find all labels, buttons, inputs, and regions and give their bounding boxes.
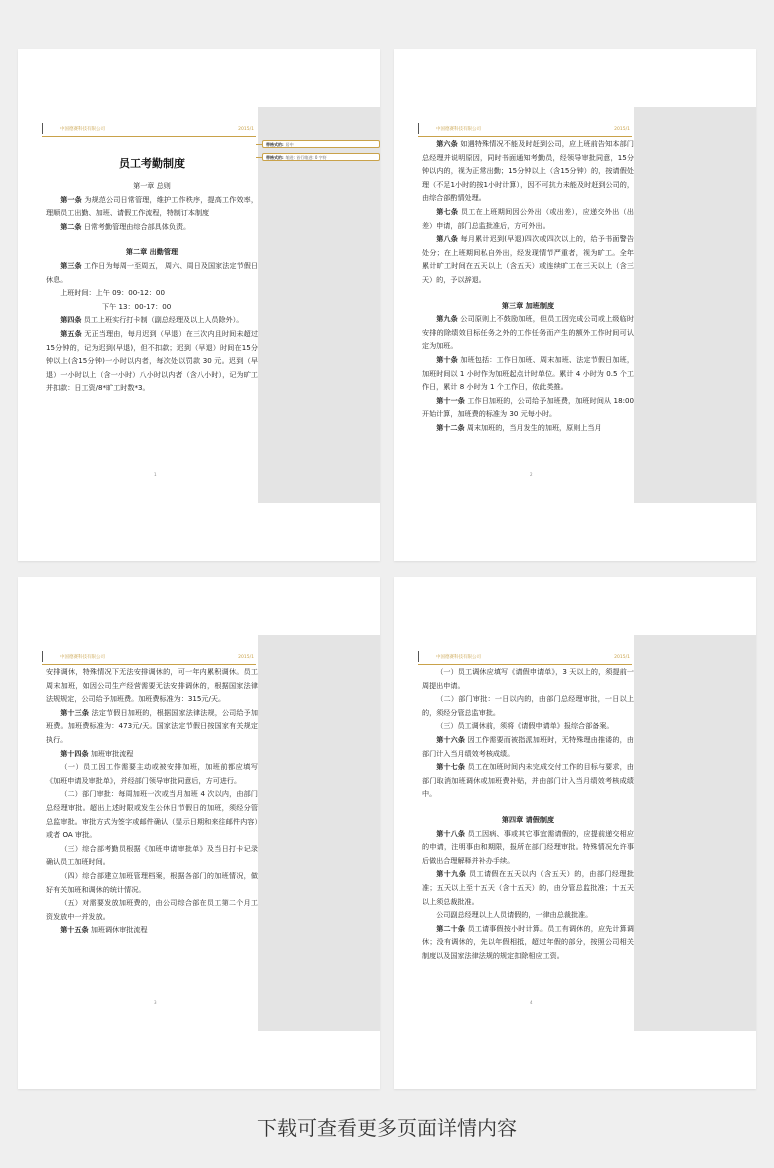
list-item: （四）综合部建立加班管理档案，根据各部门的加班情况，做好有关加班和调休的统计情况。 <box>46 870 258 894</box>
article-paragraph <box>46 923 258 937</box>
article-paragraph <box>422 421 634 435</box>
article-label: 第八条 <box>436 234 459 244</box>
article-text: 员工在加班时间内未完成交付工作的目标与要求，由部门取消加班调休或加班费补贴，并由部门计入当月绩效考核成绩中。 <box>422 762 635 799</box>
comment-margin <box>258 107 380 503</box>
document-page-1 <box>18 49 380 561</box>
article-text: 员工上班实行打卡制（副总经理及以上人员除外）。 <box>81 315 244 325</box>
document-title: 员工考勤制度 <box>119 157 185 170</box>
article-paragraph <box>422 733 634 760</box>
article-text: 加班调休审批流程 <box>88 925 148 935</box>
article-paragraph <box>422 137 634 205</box>
article-label: 第二十条 <box>436 923 466 933</box>
format-comment-2[interactable] <box>262 153 380 161</box>
article-paragraph <box>46 706 258 747</box>
comment-margin <box>634 107 756 503</box>
list-item: （三）员工调休前，须将《请假申请单》报综合部备案。 <box>436 721 614 731</box>
chapter-heading: 第四章 请假制度 <box>501 814 555 824</box>
page-body <box>46 145 258 395</box>
article-text: 公司原则上不鼓励加班，但员工因完成公司或上级临时安排的除绩效目标任务之外的工作任务而产生的额外工作时间可认定为加班。 <box>422 314 634 351</box>
article-label: 第六条 <box>436 139 458 148</box>
article-label: 第十五条 <box>60 925 89 935</box>
article-text: 如遇特殊情况不能及时赶到公司，应上班前告知本部门总经理并说明原因，同时书面通知考勤员，经领导审批同意，15分钟以内的，视为正常出勤；15分钟以上（含15分钟）的，按请假处理（不足1小时的按1小时计算），因不可抗力未能及时赶到公司的，由综合部酌情处理。 <box>422 139 634 203</box>
article-paragraph <box>46 259 258 286</box>
list-item: （三）综合部考勤员根据《加班申请审批单》及当日打卡记录确认员工加班时间。 <box>46 843 258 867</box>
header-date: 2015/1 <box>238 127 254 132</box>
article-label: 第五条 <box>60 328 82 338</box>
page-body <box>422 665 634 962</box>
article-label: 第十条 <box>436 354 458 364</box>
page-body <box>422 137 634 434</box>
page-body <box>46 665 258 937</box>
document-page-4 <box>394 577 756 1089</box>
chapter-heading: 第二章 出勤管理 <box>125 247 179 257</box>
article-label: 第十一条 <box>436 395 465 405</box>
comment-text: 居中 <box>285 142 294 147</box>
article-paragraph <box>422 394 634 421</box>
chapter-heading: 第三章 加班制度 <box>501 300 555 310</box>
article-paragraph <box>422 760 634 801</box>
article-text: 加班审批流程 <box>88 748 134 758</box>
header-company: 中国德赛科技有限公司 <box>436 127 481 132</box>
article-label: 第十八条 <box>436 828 466 838</box>
article-label: 第十四条 <box>60 748 89 758</box>
page-number: 1 <box>154 472 157 477</box>
article-paragraph <box>46 747 258 761</box>
header-marker <box>418 651 419 662</box>
page-number: 4 <box>530 1000 533 1005</box>
download-caption: 下载可查看更多页面详情内容 <box>257 1116 517 1140</box>
article-paragraph <box>422 867 634 908</box>
article-paragraph <box>46 220 258 234</box>
comment-label: 带格式的: <box>266 142 284 147</box>
header-company: 中国德赛科技有限公司 <box>436 655 481 660</box>
comment-margin <box>258 635 380 1031</box>
article-text: 员工因病、事或其它事宜需请假的，应提前递交相应的申请，注明事由和期限，报所在部门经理审批。特殊情况允许事后做出合理解释并补办手续。 <box>422 828 635 865</box>
header-marker <box>42 123 43 134</box>
list-item: （二）部门审批：一日以内的，由部门总经理审批，一日以上的，须经分管总监审批。 <box>422 694 634 717</box>
article-paragraph <box>422 312 634 353</box>
article-label: 第七条 <box>436 206 459 216</box>
header-marker <box>42 651 43 662</box>
article-paragraph <box>422 232 634 286</box>
article-label: 第四条 <box>60 315 82 325</box>
article-text: 为规范公司日常管理，维护工作秩序，提高工作效率，理顺员工出勤、加班、请假工作流程，特制订本制度 <box>46 194 258 218</box>
article-paragraph <box>46 313 258 327</box>
comment-text: 缩进: 首行缩进: 0 字符 <box>285 155 327 160</box>
article-paragraph <box>422 353 634 394</box>
page-header <box>418 653 632 665</box>
article-label: 第一条 <box>60 194 82 204</box>
article-text: 因工作需要而被指派加班时，无特殊理由推诿的，由部门计入当月绩效考核成绩。 <box>422 734 635 758</box>
page-number: 2 <box>530 472 533 477</box>
article-label: 第二条 <box>60 221 82 231</box>
header-date: 2015/1 <box>614 655 630 660</box>
continued-paragraph: 安排调休，特殊情况下无法安排调休的，可一年内累积调休。员工周末加班，如因公司生产经营需要无法安排调休的，根据国家法律法规规定，公司给予加班费。加班费标准为：315元/天。 <box>46 667 258 704</box>
worktime-am: 上班时间：上午 09：00-12：00 <box>60 288 165 298</box>
header-company: 中国德赛科技有限公司 <box>60 655 105 660</box>
article-text: 无正当理由，每月迟到（早退）在三次内且时间未超过15分钟的，记为迟到(早退)，但不扣款；迟到（早退）时间在15分钟以上(含15分钟)一小时以内者，每次处以罚款 30 元。迟到（早退）一小时以上（含一小时）八小时以内者（含八小时），记为旷工并扣款：日工资/8*旷工时数*3。 <box>46 328 258 393</box>
comment-margin <box>634 635 756 1031</box>
document-page-2 <box>394 49 756 561</box>
article-text: 员工请事假按小时计算。员工有调休的，应先计算调休；没有调休的，先以年假相抵，超过年假的部分，按照公司相关制度以及国家法律法规的规定扣除相应工资。 <box>422 923 635 960</box>
article-paragraph <box>46 193 258 220</box>
article-label: 第十六条 <box>436 734 466 744</box>
article-paragraph <box>422 827 634 868</box>
comment-label: 带格式的: <box>266 155 284 160</box>
chapter-heading: 第一章 总则 <box>133 181 171 190</box>
plain-paragraph: 公司副总经理以上人员请假的，一律由总裁批准。 <box>436 910 593 920</box>
article-text: 周末加班的，当月发生的加班，原则上当月 <box>464 422 602 432</box>
list-item: （一）员工调休应填写《请假申请单》，3 天以上的，须提前一周提出申请。 <box>422 667 634 690</box>
page-number: 3 <box>154 1000 157 1005</box>
page-header <box>42 653 256 665</box>
list-item: （五）对需要发放加班费的，由公司综合部在员工第二个月工资发放中一并发放。 <box>46 898 258 921</box>
header-date: 2015/1 <box>614 127 630 132</box>
article-label: 第十二条 <box>436 422 465 432</box>
article-text: 日常考勤管理由综合部具体负责。 <box>81 221 191 231</box>
article-paragraph <box>46 327 258 395</box>
list-item: （二）部门审批：每周加班一次或当月加班 4 次以内，由部门总经理审批。超出上述时限或发生公休日节假日的加班，须经分管总监审批。审批方式为签字或邮件确认（显示日期和来往邮件内容）或者 OA 审批。 <box>46 789 258 840</box>
article-label: 第十九条 <box>436 869 467 879</box>
header-marker <box>418 123 419 134</box>
article-label: 第十七条 <box>436 762 466 772</box>
article-text: 工作日加班的，公司给予加班费，加班时间从 18:00 开始计算，加班费的标准为 30 元每小时。 <box>422 395 635 419</box>
article-text: 加班包括：工作日加班、周末加班、法定节假日加班，加班时间以 1 小时作为加班起点计时单位。累计 4 小时为 0.5 个工作日，累计 8 小时为 1 个工作日，依此类推。 <box>422 354 634 392</box>
article-label: 第三条 <box>60 260 82 270</box>
article-text: 法定节假日加班的，根据国家法律法规，公司给予加班费。加班费标准为：473元/天。国家法定节假日按国家有关规定执行。 <box>46 707 259 744</box>
article-paragraph <box>422 922 634 963</box>
list-item: （一）员工因工作需要主动或被安排加班，加班前都应填写《加班申请及审批单》，并经部门领导审批同意后，方可进行。 <box>46 762 258 785</box>
article-label: 第九条 <box>436 314 458 324</box>
article-text: 工作日为每周一至周五， 周六、周日及国家法定节假日休息。 <box>46 260 259 284</box>
page-header <box>42 125 256 137</box>
article-paragraph <box>422 205 634 232</box>
document-page-3 <box>18 577 380 1089</box>
article-text: 员工在上班期间因公外出（或出差），应递交外出（出差）申请，部门总监批准后，方可外出。 <box>422 206 635 230</box>
article-text: 员工请假在五天以内（含五天）的，由部门经理批准；五天以上至十五天（含十五天）的，由分管总监批准；十五天以上须总裁批准。 <box>422 869 634 906</box>
article-label: 第十三条 <box>60 707 90 717</box>
header-date: 2015/1 <box>238 655 254 660</box>
page-header <box>418 125 632 137</box>
worktime-pm: 下午 13：00-17：00 <box>102 301 172 311</box>
format-comment-1[interactable] <box>262 140 380 148</box>
article-text: 每月累计迟到(早退)四次或四次以上的，给予书面警告处分；在上班期间私自外出，经发现情节严重者，视为旷工。全年累计旷工时间在五天以上（含五天）或连续旷工在三天以上（含三天）的，予以辞退。 <box>422 234 635 284</box>
header-company: 中国德赛科技有限公司 <box>60 127 105 132</box>
